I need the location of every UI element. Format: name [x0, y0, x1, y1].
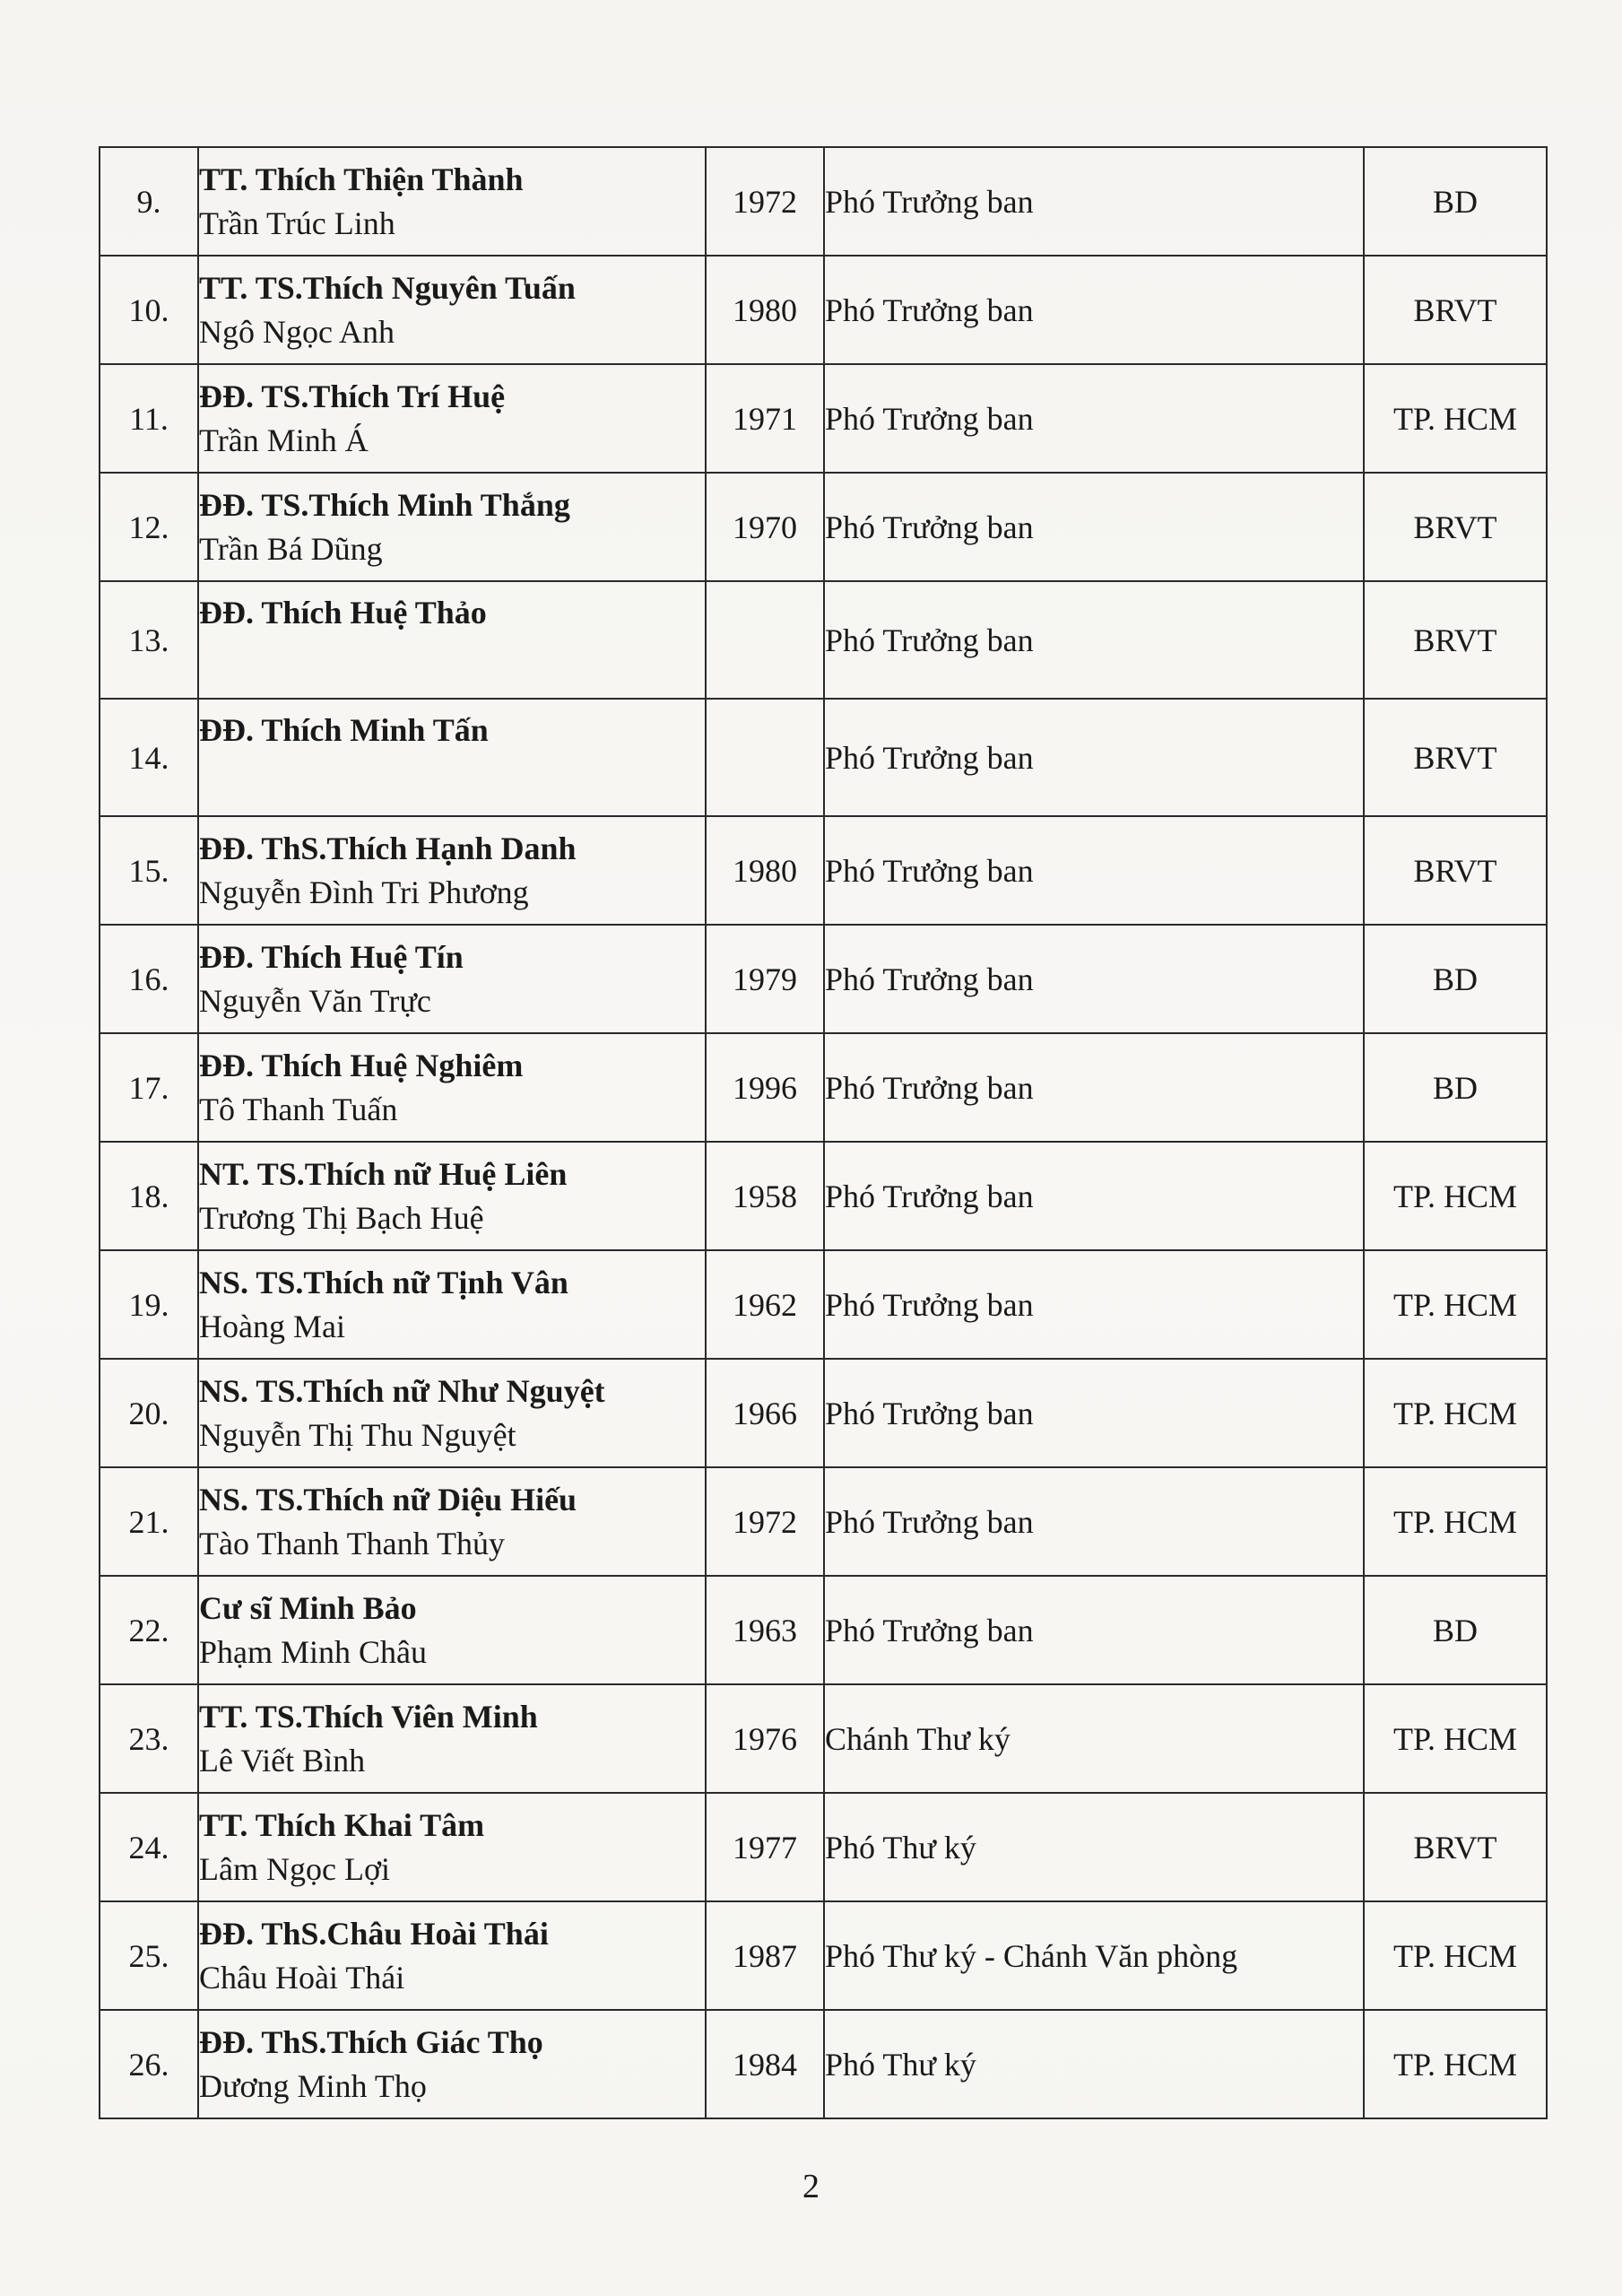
position: Phó Trưởng ban — [824, 1576, 1364, 1684]
lay-name: Lê Viết Bình — [199, 1742, 366, 1779]
position: Phó Trưởng ban — [824, 1033, 1364, 1142]
name-cell — [198, 925, 706, 1033]
name-cell — [198, 1684, 706, 1793]
lay-name: Trương Thị Bạch Huệ — [199, 1199, 484, 1236]
birth-year: 1980 — [706, 816, 824, 925]
birth-year: 1996 — [706, 1033, 824, 1142]
religious-name: NS. TS.Thích nữ Tịnh Vân — [199, 1264, 568, 1300]
religious-name: NS. TS.Thích nữ Như Nguyệt — [199, 1372, 605, 1409]
birth-year: 1979 — [706, 925, 824, 1033]
table-row — [100, 2010, 1547, 2118]
birth-year: 1963 — [706, 1576, 824, 1684]
position: Phó Trưởng ban — [824, 364, 1364, 473]
row-number: 24. — [100, 1793, 198, 1901]
name-cell — [198, 1901, 706, 2010]
birth-year — [706, 699, 824, 816]
position: Phó Thư ký — [824, 1793, 1364, 1901]
lay-name: Phạm Minh Châu — [199, 1633, 428, 1670]
religious-name: ĐĐ. TS.Thích Trí Huệ — [199, 378, 506, 414]
province: BRVT — [1364, 581, 1547, 699]
row-number: 23. — [100, 1684, 198, 1793]
row-number: 10. — [100, 256, 198, 364]
table-row — [100, 1793, 1547, 1901]
religious-name: TT. TS.Thích Nguyên Tuấn — [199, 269, 576, 306]
position: Phó Trưởng ban — [824, 1142, 1364, 1250]
row-number: 9. — [100, 147, 198, 256]
position: Phó Trưởng ban — [824, 699, 1364, 816]
row-number: 19. — [100, 1250, 198, 1359]
religious-name: ĐĐ. ThS.Châu Hoài Thái — [199, 1915, 549, 1952]
name-cell — [198, 1576, 706, 1684]
table-row — [100, 581, 1547, 699]
table-row — [100, 364, 1547, 473]
lay-name: Tào Thanh Thanh Thủy — [199, 1525, 505, 1561]
table-row — [100, 1467, 1547, 1576]
position: Phó Trưởng ban — [824, 473, 1364, 581]
province: TP. HCM — [1364, 364, 1547, 473]
lay-name: Lâm Ngọc Lợi — [199, 1850, 390, 1887]
religious-name: TT. Thích Khai Tâm — [199, 1806, 485, 1843]
table-row — [100, 1576, 1547, 1684]
lay-name: Trần Trúc Linh — [199, 204, 395, 241]
religious-name: ĐĐ. TS.Thích Minh Thắng — [199, 486, 570, 523]
religious-name: ĐĐ. Thích Minh Tấn — [199, 712, 489, 748]
lay-name: Hoàng Mai — [199, 1308, 345, 1344]
row-number: 11. — [100, 364, 198, 473]
table-row — [100, 1250, 1547, 1359]
row-number: 12. — [100, 473, 198, 581]
table-row — [100, 1142, 1547, 1250]
birth-year: 1972 — [706, 1467, 824, 1576]
name-cell — [198, 1142, 706, 1250]
birth-year: 1980 — [706, 256, 824, 364]
province: BRVT — [1364, 256, 1547, 364]
table-row — [100, 473, 1547, 581]
row-number: 18. — [100, 1142, 198, 1250]
table-row — [100, 1033, 1547, 1142]
table-row — [100, 699, 1547, 816]
table-row — [100, 816, 1547, 925]
province: BD — [1364, 1033, 1547, 1142]
row-number: 22. — [100, 1576, 198, 1684]
row-number: 20. — [100, 1359, 198, 1467]
name-cell — [198, 1359, 706, 1467]
name-cell — [198, 816, 706, 925]
position: Phó Thư ký - Chánh Văn phòng — [824, 1901, 1364, 2010]
religious-name: TT. Thích Thiện Thành — [199, 161, 524, 197]
position: Phó Thư ký — [824, 2010, 1364, 2118]
position: Phó Trưởng ban — [824, 1467, 1364, 1576]
position: Phó Trưởng ban — [824, 1250, 1364, 1359]
religious-name: NT. TS.Thích nữ Huệ Liên — [199, 1155, 568, 1192]
name-cell — [198, 699, 706, 816]
province: TP. HCM — [1364, 1359, 1547, 1467]
province: BD — [1364, 147, 1547, 256]
table-row — [100, 1901, 1547, 2010]
province: TP. HCM — [1364, 2010, 1547, 2118]
province: BD — [1364, 925, 1547, 1033]
row-number: 15. — [100, 816, 198, 925]
birth-year: 1987 — [706, 1901, 824, 2010]
name-cell — [198, 1467, 706, 1576]
birth-year: 1970 — [706, 473, 824, 581]
table-row — [100, 925, 1547, 1033]
position: Chánh Thư ký — [824, 1684, 1364, 1793]
birth-year: 1962 — [706, 1250, 824, 1359]
religious-name: TT. TS.Thích Viên Minh — [199, 1698, 538, 1735]
lay-name: Ngô Ngọc Anh — [199, 313, 395, 350]
lay-name: Trần Bá Dũng — [199, 530, 383, 567]
row-number: 14. — [100, 699, 198, 816]
province: TP. HCM — [1364, 1250, 1547, 1359]
birth-year: 1971 — [706, 364, 824, 473]
row-number: 26. — [100, 2010, 198, 2118]
name-cell — [198, 581, 706, 699]
lay-name: Tô Thanh Tuấn — [199, 1091, 398, 1127]
lay-name: Trần Minh Á — [199, 422, 369, 458]
position: Phó Trưởng ban — [824, 1359, 1364, 1467]
row-number: 21. — [100, 1467, 198, 1576]
religious-name: ĐĐ. Thích Huệ Tín — [199, 938, 464, 975]
name-cell — [198, 1793, 706, 1901]
position: Phó Trưởng ban — [824, 256, 1364, 364]
position: Phó Trưởng ban — [824, 925, 1364, 1033]
table-row — [100, 256, 1547, 364]
name-cell — [198, 147, 706, 256]
birth-year: 1984 — [706, 2010, 824, 2118]
birth-year: 1966 — [706, 1359, 824, 1467]
table-row — [100, 147, 1547, 256]
province: BRVT — [1364, 699, 1547, 816]
name-cell — [198, 1250, 706, 1359]
province: TP. HCM — [1364, 1901, 1547, 2010]
birth-year: 1976 — [706, 1684, 824, 1793]
name-cell — [198, 256, 706, 364]
member-table-body — [100, 147, 1547, 2118]
province: BRVT — [1364, 816, 1547, 925]
table-row — [100, 1684, 1547, 1793]
religious-name: Cư sĩ Minh Bảo — [199, 1589, 417, 1626]
lay-name: Nguyễn Đình Tri Phương — [199, 874, 529, 910]
row-number: 13. — [100, 581, 198, 699]
lay-name: Dương Minh Thọ — [199, 2067, 427, 2104]
row-number: 17. — [100, 1033, 198, 1142]
religious-name: ĐĐ. ThS.Thích Hạnh Danh — [199, 830, 577, 866]
row-number: 25. — [100, 1901, 198, 2010]
province: BRVT — [1364, 473, 1547, 581]
birth-year — [706, 581, 824, 699]
row-number: 16. — [100, 925, 198, 1033]
position: Phó Trưởng ban — [824, 581, 1364, 699]
name-cell — [198, 1033, 706, 1142]
religious-name: ĐĐ. ThS.Thích Giác Thọ — [199, 2023, 543, 2060]
lay-name: Nguyễn Văn Trực — [199, 982, 431, 1019]
religious-name: ĐĐ. Thích Huệ Thảo — [199, 595, 487, 631]
province: BD — [1364, 1576, 1547, 1684]
name-cell — [198, 2010, 706, 2118]
page-number: 2 — [802, 2168, 820, 2205]
province: TP. HCM — [1364, 1467, 1547, 1576]
religious-name: NS. TS.Thích nữ Diệu Hiếu — [199, 1481, 577, 1518]
lay-name: Nguyễn Thị Thu Nguyệt — [199, 1416, 516, 1453]
position: Phó Trưởng ban — [824, 147, 1364, 256]
name-cell — [198, 364, 706, 473]
position: Phó Trưởng ban — [824, 816, 1364, 925]
name-cell — [198, 473, 706, 581]
birth-year: 1958 — [706, 1142, 824, 1250]
birth-year: 1977 — [706, 1793, 824, 1901]
province: TP. HCM — [1364, 1142, 1547, 1250]
lay-name: Châu Hoài Thái — [199, 1959, 405, 1996]
province: BRVT — [1364, 1793, 1547, 1901]
member-table — [99, 146, 1548, 2119]
religious-name: ĐĐ. Thích Huệ Nghiêm — [199, 1047, 524, 1083]
province: TP. HCM — [1364, 1684, 1547, 1793]
birth-year: 1972 — [706, 147, 824, 256]
table-row — [100, 1359, 1547, 1467]
